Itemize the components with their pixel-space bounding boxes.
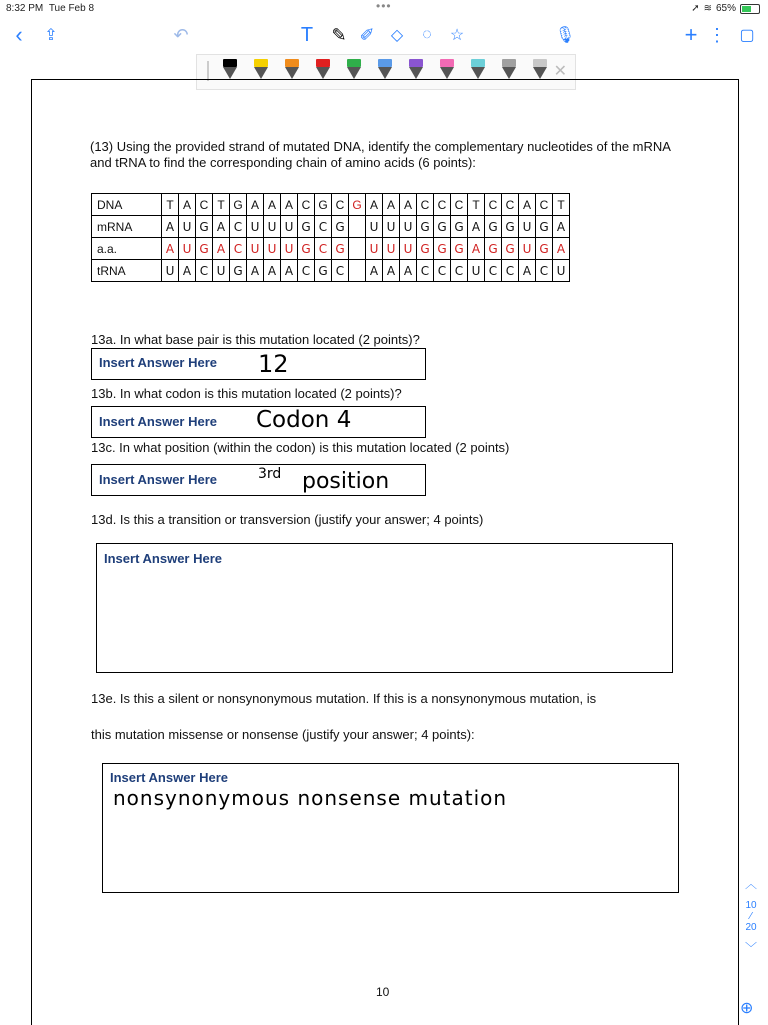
q13b-placeholder: Insert Answer Here bbox=[99, 414, 218, 429]
table-cell: U bbox=[213, 260, 230, 282]
table-cell: U bbox=[383, 238, 400, 260]
highlighter-icon[interactable]: ✐ bbox=[359, 24, 375, 45]
page-number: 10 bbox=[376, 985, 390, 999]
table-cell: A bbox=[400, 260, 417, 282]
table-cell: U bbox=[247, 216, 264, 238]
current-page: 10 bbox=[745, 900, 757, 911]
q13b-label: 13b. In what codon is this mutation located (2 points)? bbox=[91, 386, 402, 401]
table-cell: C bbox=[315, 216, 332, 238]
table-cell: A bbox=[468, 216, 485, 238]
table-row bbox=[92, 238, 570, 260]
pages-icon[interactable]: ▢ bbox=[739, 27, 755, 44]
status-right bbox=[691, 3, 760, 14]
add-icon[interactable]: + bbox=[684, 22, 698, 47]
q13c-answer-field[interactable] bbox=[91, 464, 426, 496]
table-cell bbox=[349, 238, 366, 260]
table-cell: G bbox=[451, 238, 468, 260]
battery-icon bbox=[740, 4, 760, 14]
row-label: a.a. bbox=[92, 238, 162, 260]
table-cell: U bbox=[264, 216, 281, 238]
table-cell: T bbox=[553, 194, 570, 216]
table-cell: A bbox=[213, 216, 230, 238]
wifi-icon: ≋ bbox=[703, 3, 712, 14]
table-cell: A bbox=[519, 194, 536, 216]
table-cell: U bbox=[366, 238, 383, 260]
table-cell: G bbox=[417, 216, 434, 238]
table-cell: G bbox=[434, 216, 451, 238]
table-cell: C bbox=[451, 194, 468, 216]
table-cell: U bbox=[179, 216, 196, 238]
table-cell: C bbox=[536, 260, 553, 282]
location-icon: ➚ bbox=[691, 3, 700, 14]
q13c-label: 13c. In what position (within the codon) is this mutation located (2 points) bbox=[91, 440, 510, 455]
table-cell: A bbox=[179, 194, 196, 216]
question-13-text: (13) Using the provided strand of mutated DNA, identify the complementary nucleotides of the mRNA and tRNA to find the corresponding chain of amino acids (6 points): bbox=[90, 139, 671, 170]
back-chevron-icon[interactable]: ‹ bbox=[15, 22, 23, 47]
table-cell: G bbox=[536, 216, 553, 238]
q13c-answer-ordinal: 3rd bbox=[258, 466, 282, 482]
table-cell: T bbox=[162, 194, 179, 216]
table-cell: G bbox=[349, 194, 366, 216]
table-cell: G bbox=[417, 238, 434, 260]
table-cell: G bbox=[502, 238, 519, 260]
table-cell: U bbox=[264, 238, 281, 260]
table-cell: G bbox=[332, 238, 349, 260]
q13a-answer: 12 bbox=[258, 350, 289, 378]
status-bar bbox=[0, 0, 768, 16]
table-cell: C bbox=[332, 194, 349, 216]
table-cell: A bbox=[383, 194, 400, 216]
palette-divider bbox=[207, 61, 209, 81]
table-cell: G bbox=[230, 194, 247, 216]
prev-page-icon[interactable]: ︿ bbox=[744, 877, 757, 891]
table-cell: G bbox=[434, 238, 451, 260]
q13c-placeholder: Insert Answer Here bbox=[99, 472, 218, 487]
table-cell: A bbox=[281, 194, 298, 216]
table-cell: U bbox=[468, 260, 485, 282]
row-label: mRNA bbox=[92, 216, 162, 238]
table-cell: U bbox=[519, 238, 536, 260]
table-cell: C bbox=[298, 260, 315, 282]
table-cell: G bbox=[485, 216, 502, 238]
q13d-placeholder: Insert Answer Here bbox=[104, 551, 223, 566]
table-cell: C bbox=[451, 260, 468, 282]
share-icon[interactable]: ⇪ bbox=[44, 27, 58, 44]
table-cell: U bbox=[162, 260, 179, 282]
table-cell: G bbox=[502, 216, 519, 238]
table-cell: U bbox=[519, 216, 536, 238]
table-cell: C bbox=[417, 194, 434, 216]
table-cell: C bbox=[434, 260, 451, 282]
q13d-answer-field[interactable] bbox=[96, 543, 673, 673]
table-cell bbox=[349, 216, 366, 238]
table-cell: U bbox=[400, 216, 417, 238]
lasso-icon[interactable]: ◌ bbox=[422, 26, 432, 43]
table-cell: C bbox=[485, 260, 502, 282]
q13c-answer: position bbox=[302, 469, 390, 494]
table-cell: A bbox=[383, 260, 400, 282]
table-cell: C bbox=[332, 260, 349, 282]
table-cell: U bbox=[281, 238, 298, 260]
multitasking-dots[interactable]: ••• bbox=[376, 0, 392, 13]
q13b-answer-field[interactable] bbox=[91, 406, 426, 438]
table-cell: G bbox=[485, 238, 502, 260]
q13e-label-line2: this mutation missense or nonsense (justify your answer; 4 points): bbox=[91, 727, 475, 742]
table-cell: C bbox=[434, 194, 451, 216]
pen-icon[interactable]: ✎ bbox=[331, 24, 347, 45]
table-cell: A bbox=[553, 216, 570, 238]
undo-icon[interactable]: ↶ bbox=[173, 24, 189, 45]
table-cell: A bbox=[553, 238, 570, 260]
q13d-label: 13d. Is this a transition or transversion (justify your answer; 4 points) bbox=[91, 512, 484, 527]
table-cell: C bbox=[230, 238, 247, 260]
q13e-answer-field[interactable] bbox=[102, 763, 679, 893]
table-cell: A bbox=[400, 194, 417, 216]
table-cell: G bbox=[536, 238, 553, 260]
toolbar bbox=[0, 20, 768, 54]
table-cell: G bbox=[298, 216, 315, 238]
close-icon[interactable]: ✕ bbox=[553, 63, 567, 80]
table-cell: C bbox=[196, 194, 213, 216]
table-cell: T bbox=[213, 194, 230, 216]
table-cell: C bbox=[417, 260, 434, 282]
dna-table bbox=[91, 193, 570, 282]
zoom-icon[interactable]: ⊕ bbox=[740, 1000, 754, 1017]
table-cell: C bbox=[315, 238, 332, 260]
table-cell: G bbox=[196, 238, 213, 260]
table-cell: G bbox=[230, 260, 247, 282]
q13b-answer: Codon 4 bbox=[256, 407, 352, 433]
table-cell: A bbox=[264, 194, 281, 216]
table-row bbox=[92, 260, 570, 282]
table-cell bbox=[349, 260, 366, 282]
table-cell: U bbox=[383, 216, 400, 238]
q13e-placeholder: Insert Answer Here bbox=[110, 770, 229, 785]
table-row bbox=[92, 216, 570, 238]
row-label: tRNA bbox=[92, 260, 162, 282]
next-page-icon[interactable]: ﹀ bbox=[744, 941, 757, 955]
table-cell: A bbox=[162, 238, 179, 260]
table-cell: C bbox=[536, 194, 553, 216]
table-cell: G bbox=[451, 216, 468, 238]
table-cell: G bbox=[196, 216, 213, 238]
shapes-icon[interactable]: ☆ bbox=[449, 27, 465, 44]
table-cell: C bbox=[298, 194, 315, 216]
table-cell: G bbox=[315, 260, 332, 282]
table-cell: A bbox=[162, 216, 179, 238]
table-cell: A bbox=[366, 194, 383, 216]
page-navigator bbox=[740, 875, 762, 965]
table-cell: A bbox=[366, 260, 383, 282]
table-cell: T bbox=[468, 194, 485, 216]
eraser-icon[interactable]: ◇ bbox=[390, 27, 404, 44]
table-cell: A bbox=[247, 194, 264, 216]
table-cell: A bbox=[179, 260, 196, 282]
total-pages: 20 bbox=[745, 922, 757, 933]
battery-percent: 65% bbox=[715, 3, 736, 14]
microphone-icon[interactable]: 🎙 bbox=[554, 27, 576, 44]
table-cell: U bbox=[553, 260, 570, 282]
table-cell: A bbox=[468, 238, 485, 260]
table-cell: U bbox=[400, 238, 417, 260]
page-separator: ⁄ bbox=[750, 911, 752, 922]
table-cell: A bbox=[213, 238, 230, 260]
table-row bbox=[92, 194, 570, 216]
q13a-placeholder: Insert Answer Here bbox=[99, 355, 218, 370]
table-cell: G bbox=[315, 194, 332, 216]
table-cell: G bbox=[298, 238, 315, 260]
q13a-label: 13a. In what base pair is this mutation located (2 points)? bbox=[91, 332, 420, 347]
table-cell: A bbox=[281, 260, 298, 282]
table-cell: C bbox=[502, 194, 519, 216]
table-cell: C bbox=[230, 216, 247, 238]
table-cell: U bbox=[247, 238, 264, 260]
table-cell: C bbox=[502, 260, 519, 282]
table-cell: G bbox=[332, 216, 349, 238]
q13e-label-line1: 13e. Is this a silent or nonsynonymous mutation. If this is a nonsynonymous mutation, is bbox=[91, 691, 597, 706]
status-time: 8:32 PM Tue Feb 8 bbox=[6, 3, 95, 14]
q13a-answer-field[interactable] bbox=[91, 348, 426, 380]
table-cell: C bbox=[196, 260, 213, 282]
table-cell: A bbox=[519, 260, 536, 282]
table-cell: C bbox=[485, 194, 502, 216]
table-cell: U bbox=[179, 238, 196, 260]
table-cell: U bbox=[281, 216, 298, 238]
table-cell: A bbox=[264, 260, 281, 282]
more-icon[interactable]: ⋮ bbox=[708, 24, 726, 45]
table-cell: U bbox=[366, 216, 383, 238]
text-tool-icon[interactable]: T bbox=[300, 23, 314, 46]
q13e-answer: nonsynonymous nonsense mutation bbox=[113, 786, 508, 810]
row-label: DNA bbox=[92, 194, 162, 216]
table-cell: A bbox=[247, 260, 264, 282]
